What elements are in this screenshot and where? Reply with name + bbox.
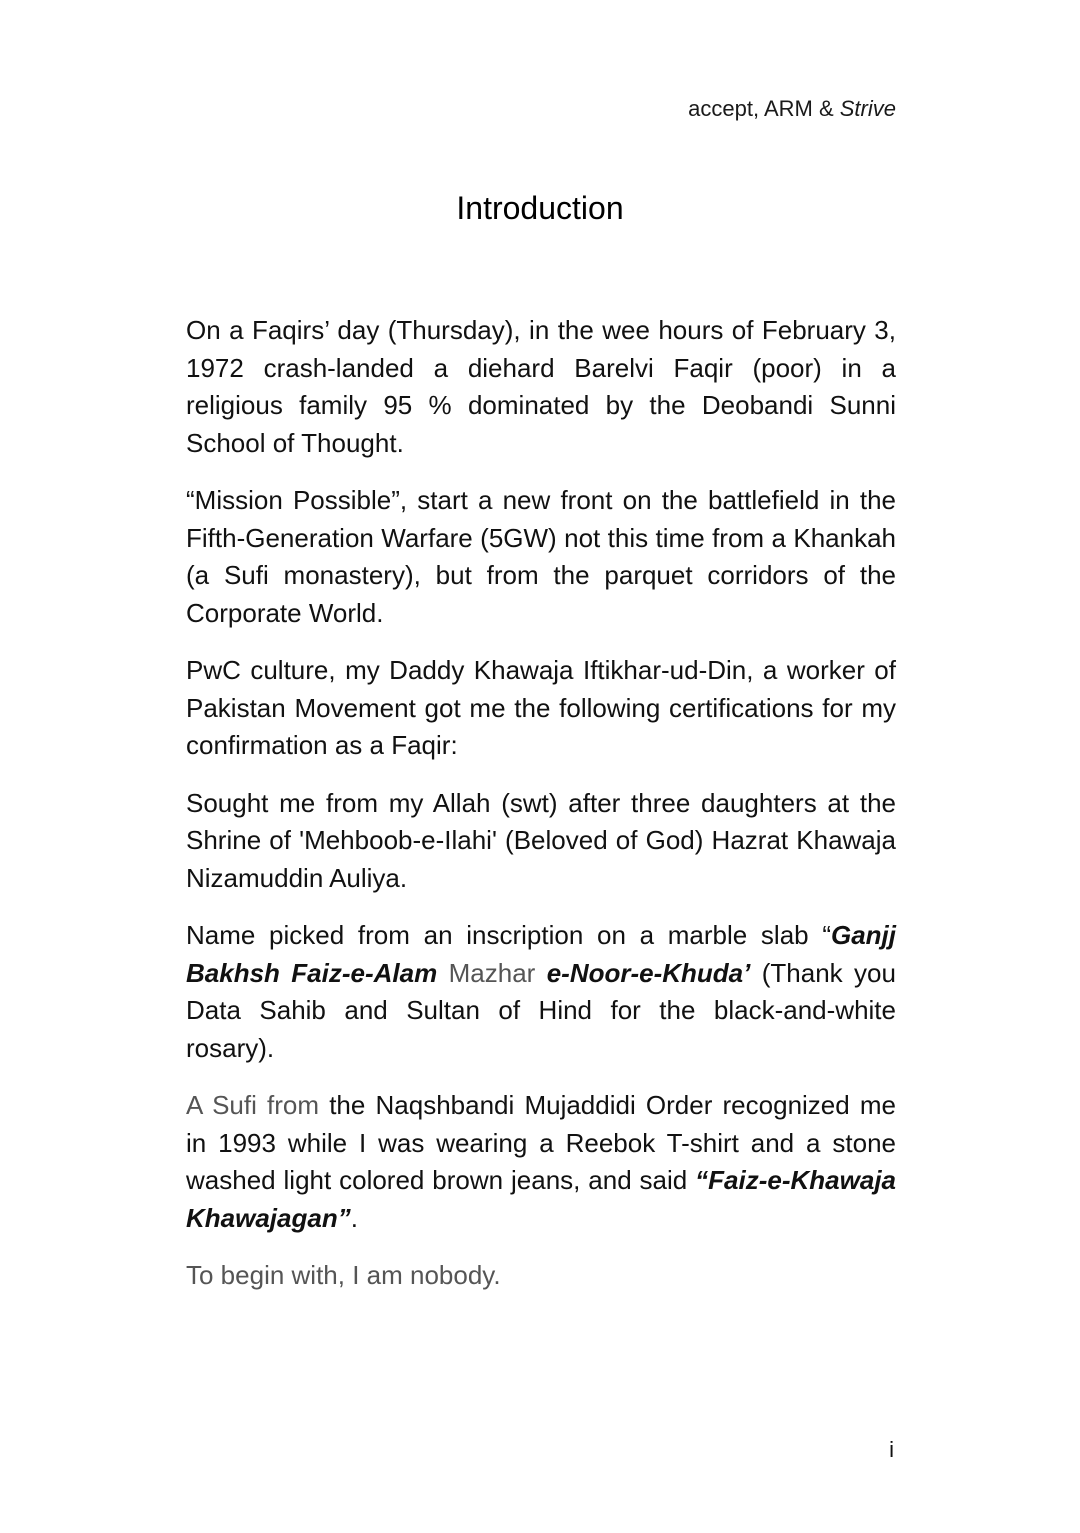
paragraph-2: “Mission Possible”, start a new front on the battlefield in the Fifth-Generation Warfare (5GW) not this time from a Khankah (a Sufi monastery), but from the parquet corridors of the Corporate World. bbox=[186, 485, 896, 628]
paragraph-3: PwC culture, my Daddy Khawaja Iftikhar-ud-Din, a worker of Pakistan Movement got me the following certifications for my confirmation as a Faqir: bbox=[186, 655, 896, 760]
body-text bbox=[186, 312, 896, 1315]
paragraph-5 bbox=[186, 917, 896, 1067]
paragraph-1: On a Faqirs’ day (Thursday), in the wee hours of February 3, 1972 crash-landed a diehard Barelvi Faqir (poor) in a religious family 95 % dominated by the Deobandi Sunni School of Thought. bbox=[186, 315, 896, 458]
paragraph-5-text: Name picked from an inscription on a marble slab “ bbox=[186, 920, 831, 950]
paragraph-6-grey-text: A Sufi from bbox=[186, 1090, 320, 1120]
paragraph-6-emphasis: “Faiz-e-Khawaja Khawajagan” bbox=[186, 1165, 896, 1233]
paragraph-5-text: (Thank you Data Sahib and Sultan of Hind for the black-and-white rosary). bbox=[186, 957, 896, 1063]
paragraph-5-emphasis: Ganjj Bakhsh Faiz-e-Alam bbox=[186, 920, 896, 988]
paragraph-5-emphasis: e-Noor-e-Khuda’ bbox=[546, 957, 751, 988]
running-header bbox=[688, 96, 896, 122]
paragraph-6-text: . bbox=[350, 1202, 358, 1233]
page-number: i bbox=[889, 1437, 894, 1462]
paragraph-5-text: Mazhar bbox=[437, 957, 547, 988]
paragraph-6 bbox=[186, 1087, 896, 1237]
page-title: Introduction bbox=[456, 190, 624, 226]
header-text: accept, ARM & bbox=[688, 96, 840, 121]
paragraph-7: To begin with, I am nobody. bbox=[186, 1260, 501, 1290]
paragraph-4: Sought me from my Allah (swt) after three daughters at the Shrine of 'Mehboob-e-Ilahi' (Beloved of God) Hazrat Khawaja Nizamuddin Auliya. bbox=[186, 787, 896, 893]
paragraph-6-text: the Naqshbandi Mujaddidi Order recognized me in 1993 while I was wearing a Reebok T-shirt and a stone washed light colored brown jeans, and said bbox=[186, 1090, 897, 1195]
header-italic-text: Strive bbox=[839, 96, 896, 121]
